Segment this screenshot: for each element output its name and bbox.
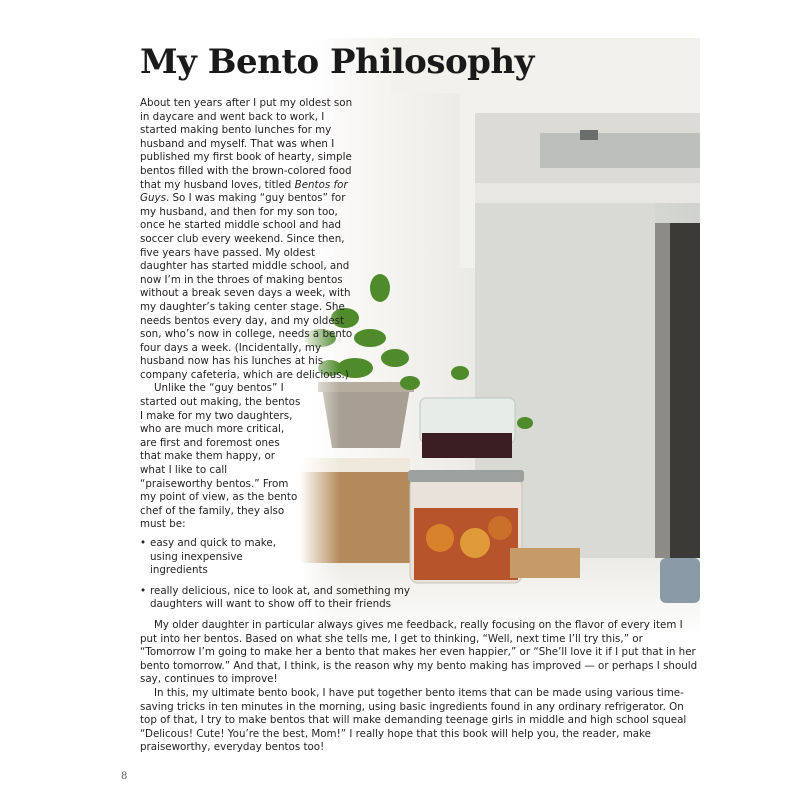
bullet-list	[140, 537, 700, 612]
paragraph: Unlike the “guy bentos” I started out making, the bentos I make for my two daughters, who are much more critical, are first and foremost ones that make them happy, or what I like to call “praiseworthy bentos.” From my point of view, as the bento chef of the family, they also must be:	[140, 382, 301, 531]
list-item: • easy and quick to make, using inexpensive ingredients	[140, 537, 276, 577]
paragraph: In this, my ultimate bento book, I have put together bento items that can be made using various time-saving tricks in ten minutes in the morning, using basic ingredients found in any ordinary refrigerator. On top of that, I try to make bentos that will make demanding teenage girls in middle and high school squeal “Delicous! Cute! You’re the best, Mom!” I really hope that this book will help you, the reader, make praiseworthy, everyday bentos too!	[140, 686, 687, 754]
page-title: My Bento Philosophy	[140, 42, 534, 82]
body-text	[140, 97, 700, 755]
paragraph: About ten years after I put my oldest son in daycare and went back to work, I started making bento lunches for my husband and myself. That was when I published my first book of hearty, simple bentos filled with the brown-colored food that my husband loves, titled Bentos for Guys. So I was making “guy bentos” for my husband, and then for my son too, once he started middle school and had soccer club every weekend. Since then, five years have passed. My oldest daughter has started middle school, and now I’m in the throes of making bentos without a break seven days a week, with my daughter’s taking center stage. She needs bentos every day, and my oldest son, who’s now in college, needs a bento four days a week. (Incidentally, my husband now has his lunches at his company cafeteria, which are delicious.)	[140, 97, 353, 381]
bullet-marker: •	[140, 584, 147, 597]
list-item: • really delicious, nice to look at, and something my daughters will want to show off to their friends	[140, 584, 411, 611]
book-title-italic: Bentos for Guys	[140, 178, 348, 205]
paragraph: My older daughter in particular always gives me feedback, really focusing on the flavor of every item I put into her bentos. Based on what she tells me, I get to thinking, “Well, next time I’ll try this,” or “Tomorrow I’m going to make her a bento that makes her even happier,” or “She’ll love it if I put that in her bento tomorrow.” And that, I think, is the reason why my bento making has improved — or perhaps I should say, continues to improve!	[140, 618, 698, 686]
page-number: 8	[121, 771, 128, 782]
bullet-marker: •	[140, 537, 147, 549]
